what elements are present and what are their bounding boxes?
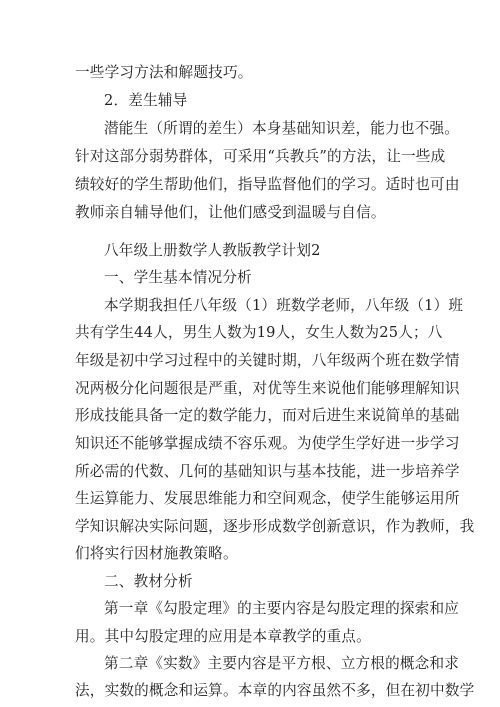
text-line: 知识还不能够掌握成绩不容乐观。为使学生学好进一步学习 — [75, 435, 460, 452]
text-line: 们将实行因材施教策略。 — [75, 545, 238, 562]
text-line: 教师亲自辅导他们，让他们感受到温暖与自信。 — [75, 204, 386, 221]
section-heading: 二、教材分析 — [104, 573, 193, 590]
text-line: 所必需的代数、几何的基础知识与基本技能，进一步培养学 — [75, 463, 460, 480]
section-heading: 一、学生基本情况分析 — [104, 269, 252, 286]
text-line: 用。其中勾股定理的应用是本章教学的重点。 — [75, 628, 371, 645]
text-line: 年级是初中学习过程中的关键时期，八年级两个班在数学情 — [75, 352, 460, 369]
text-line: 况两极分化问题很是严重，对优等生来说他们能够理解知识 — [75, 380, 460, 397]
text-line: 一些学习方法和解题技巧。 — [75, 64, 253, 81]
text-line: 本学期我担任八年级（1）班数学老师，八年级（1）班 — [104, 297, 464, 314]
document-title: 八年级上册数学人教版教学计划2 — [104, 242, 321, 259]
text-line: 法，实数的概念和运算。本章的内容虽然不多，但在初中数学 — [75, 682, 475, 699]
text-line: 共有学生44人，男生人数为19人，女生人数为25人；八 — [75, 324, 443, 341]
text-line: 形成技能具备一定的数学能力，而对后进生来说简单的基础 — [75, 407, 460, 424]
text-line: 潜能生（所谓的差生）本身基础知识差，能力也不强。 — [104, 120, 460, 137]
text-line: 第二章《实数》主要内容是平方根、立方根的概念和求 — [104, 655, 460, 672]
text-line: 生运算能力、发展思维能力和空间观念，使学生能够运用所 — [75, 490, 460, 507]
text-line: 第一章《勾股定理》的主要内容是勾股定理的探索和应 — [104, 600, 460, 617]
text-line: 绩较好的学生帮助他们，指导监督他们的学习。适时也可由 — [75, 176, 460, 193]
text-line: 学知识解决实际问题，逐步形成数学创新意识，作为教师，我 — [75, 518, 475, 535]
section-heading: 2．差生辅导 — [104, 92, 188, 109]
text-line: 针对这部分弱势群体，可采用“兵教兵”的方法，让一些成 — [75, 148, 446, 165]
